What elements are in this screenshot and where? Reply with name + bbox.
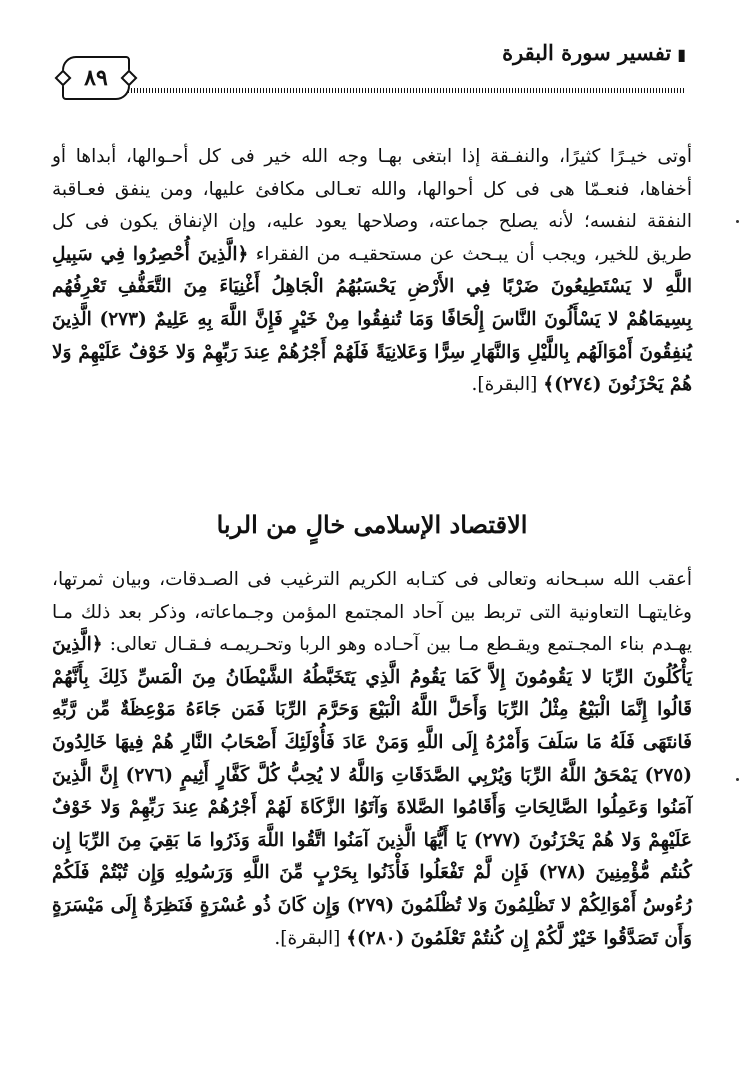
section-1 (52, 141, 692, 402)
book-title (502, 40, 686, 65)
page-header (62, 40, 686, 100)
section-1-text: أوتى خيـرًا كثيرًا، والنفـقة إذا ابتغى بهـا وجه الله خير فى كل أحـوالها، أبداها أو أخفاها، فنعـمّا هى فى كل أحوالها، والله تعـالى مكافئ عليها، ومن ينفق فعـاقبة النفقة لنفسه؛ لأنه يصلح جماعته، وصلاحها يعود عليه، وإن الإنفاق يكون فى كل طريق للخير، ويجب أن يبـحث عن مستحقيـه من الفقراء (52, 146, 692, 265)
book-ornament-icon: ▮ (677, 45, 686, 64)
margin-dot (736, 220, 739, 223)
book-title-text: تفسير سورة البقرة (502, 40, 672, 65)
section-heading: الاقتصاد الإسلامى خالٍ من الربا (216, 510, 528, 539)
section-2-verse: ﴿الَّذِينَ يَأْكُلُونَ الرِّبَا لا يَقُومُونَ إِلاَّ كَمَا يَقُومُ الَّذِي يَتَخَبَّطُهُ الشَّيْطَانُ مِنَ الْمَسِّ ذَلِكَ بِأَنَّهُمْ قَالُوا إِنَّمَا الْبَيْعُ مِثْلُ الرِّبَا وَأَحَلَّ اللَّهُ الْبَيْعَ وَحَرَّمَ الرِّبَا فَمَن جَاءَهُ مَوْعِظَةٌ مِّن رَّبِّهِ فَانتَهَى فَلَهُ مَا سَلَفَ وَأَمْرُهُ إِلَى اللَّهِ وَمَنْ عَادَ فَأُوْلَئِكَ أَصْحَابُ النَّارِ هُمْ فِيهَا خَالِدُونَ (٢٧٥) يَمْحَقُ اللَّهُ الرِّبَا وَيُرْبِي الصَّدَقَاتِ وَاللَّهُ لا يُحِبُّ كُلَّ كَفَّارٍ أَثِيمٍ (٢٧٦) إِنَّ الَّذِينَ آمَنُوا وَعَمِلُوا الصَّالِحَاتِ وَأَقَامُوا الصَّلاةَ وَآتَوُا الزَّكَاةَ لَهُمْ أَجْرُهُمْ عِندَ رَبِّهِمْ وَلا خَوْفٌ عَلَيْهِمْ وَلا هُمْ يَحْزَنُونَ (٢٧٧) يَا أَيُّهَا الَّذِينَ آمَنُوا اتَّقُوا اللَّهَ وَذَرُوا مَا بَقِيَ مِنَ الرِّبَا إِن كُنتُم مُّؤْمِنِينَ (٢٧٨) فَإِن لَّمْ تَفْعَلُوا فَأْذَنُوا بِحَرْبٍ مِّنَ اللَّهِ وَرَسُولِهِ وَإِن تُبْتُمْ فَلَكُمْ رُءُوسُ أَمْوَالِكُمْ لا تَظْلِمُونَ وَلا تُظْلَمُونَ (٢٧٩) وَإِن كَانَ ذُو عُسْرَةٍ فَنَظِرَةٌ إِلَى مَيْسَرَةٍ وَأَن تَصَدَّقُوا خَيْرٌ لَّكُمْ إِن كُنتُمْ تَعْلَمُونَ (٢٨٠)﴾ (52, 634, 692, 949)
section-1-paragraph (52, 141, 692, 402)
page-number-text: ٨٩ (84, 65, 108, 91)
header-rule (128, 88, 686, 93)
section-1-citation: [البقرة]. (471, 374, 538, 396)
section-2-citation: [البقرة]. (274, 927, 341, 949)
section-1-verse: ﴿الَّذِينَ أُحْصِرُوا فِي سَبِيلِ اللَّهِ لا يَسْتَطِيعُونَ ضَرْبًا فِي الأَرْضِ يَحْسَبُهُمُ الْجَاهِلُ أَغْنِيَاءَ مِنَ التَّعَفُّفِ تَعْرِفُهُم بِسِيمَاهُمْ لا يَسْأَلُونَ النَّاسَ إِلْحَافًا وَمَا تُنفِقُوا مِنْ خَيْرٍ فَإِنَّ اللَّهَ بِهِ عَلِيمٌ (٢٧٣) الَّذِينَ يُنفِقُونَ أَمْوَالَهُم بِاللَّيْلِ وَالنَّهَارِ سِرًّا وَعَلانِيَةً فَلَهُمْ أَجْرُهُمْ عِندَ رَبِّهِمْ وَلا خَوْفٌ عَلَيْهِمْ وَلا هُمْ يَحْزَنُونَ (٢٧٤)﴾ (52, 243, 693, 396)
section-2-paragraph (52, 564, 692, 955)
margin-dot (736, 778, 739, 781)
page-number (62, 56, 130, 100)
section-2 (52, 564, 692, 955)
section-2-text: أعقب الله سبـحانه وتعالى فى كتـابه الكريم الترغيب فى الصـدقات، وبيان ثمرتها، وغايتهـا التعاونية التى تربط بين آحاد المجتمع المؤمن وجـماعاته، وذكر بعد ذلك مـا يهـدم بناء المجـتمع ويقـطع مـا بين آحـاده وهو الربا وتحـريمـه فـقـال تعالى: (52, 569, 692, 656)
